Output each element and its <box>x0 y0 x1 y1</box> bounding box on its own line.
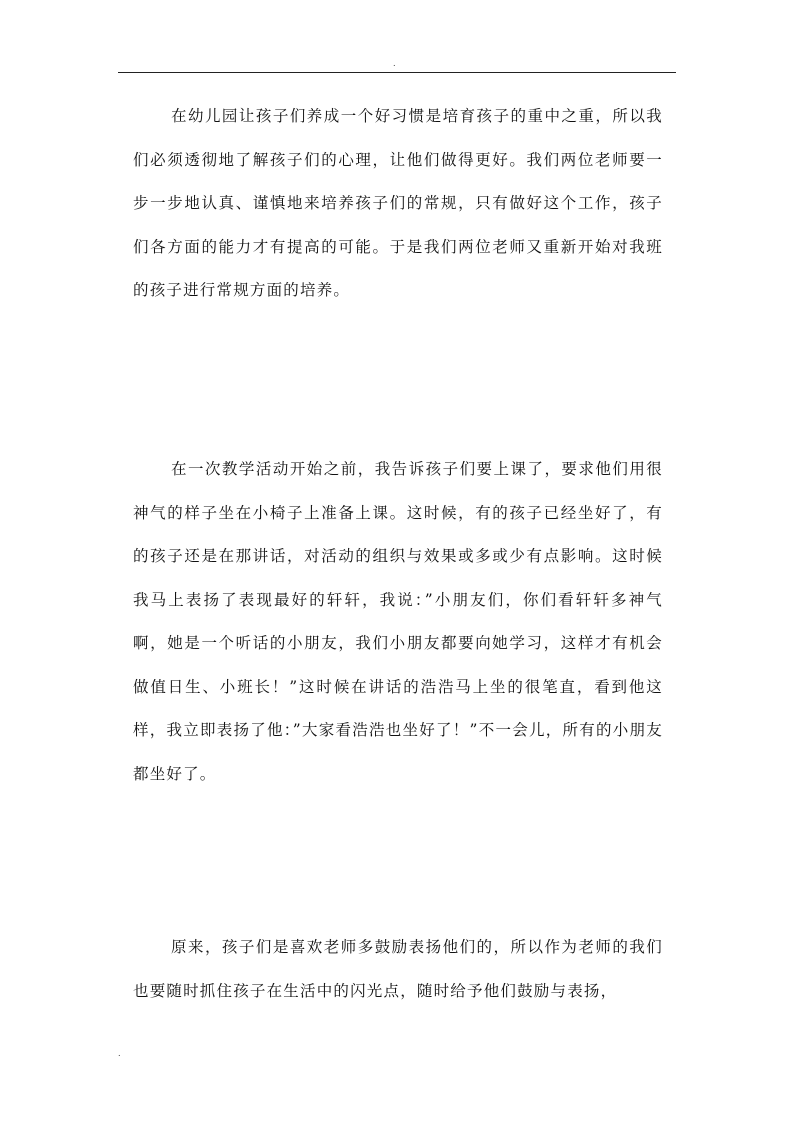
header-mark: . <box>393 59 396 68</box>
header-rule <box>118 72 676 73</box>
paragraph-2: 在一次教学活动开始之前，我告诉孩子们要上课了，要求他们用很神气的样子坐在小椅子上准备上课。这时候，有的孩子已经坐好了，有的孩子还是在那讲话，对活动的组织与效果或多或少有点影响。这时候我马上表扬了表现最好的轩轩，我说：”小朋友们，你们看轩轩多神气啊，她是一个听话的小朋友，我们小朋友都要向她学习，这样才有机会做值日生、小班长！”这时候在讲话的浩浩马上坐的很笔直，看到他这样，我立即表扬了他：”大家看浩浩也坐好了！”不一会儿，所有的小朋友都坐好了。 <box>133 460 663 783</box>
paragraph-1: 在幼儿园让孩子们养成一个好习惯是培育孩子的重中之重，所以我们必须透彻地了解孩子们的心理，让他们做得更好。我们两位老师要一步一步地认真、谨慎地来培养孩子们的常规，只有做好这个工作，孩子们各方面的能力才有提高的可能。于是我们两位老师又重新开始对我班的孩子进行常规方面的培养。 <box>133 107 663 299</box>
footer-mark: . <box>118 1049 121 1058</box>
paragraph-3: 原来，孩子们是喜欢老师多鼓励表扬他们的，所以作为老师的我们也要随时抓住孩子在生活中的闪光点，随时给予他们鼓励与表扬， <box>133 938 663 1000</box>
